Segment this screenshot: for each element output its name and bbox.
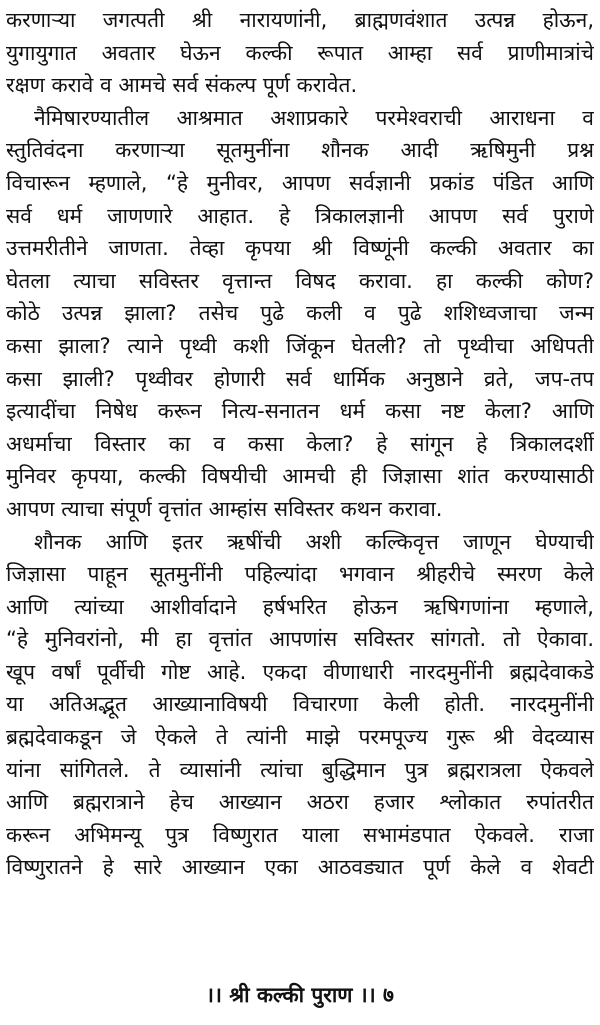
text-line: कसा झाला? त्याने पृथ्वी कशी जिंकून घेतली? तो पृथ्वीचा अधिपती xyxy=(6,333,594,358)
page-footer: ।। श्री कल्की पुराण ।। ७ xyxy=(206,983,394,1007)
text-line: घेतला त्याचा सविस्तर वृत्तान्त विषद करावा. हा कल्की कोण? xyxy=(6,268,594,293)
text-line: कसा झाली? पृथ्वीवर होणारी सर्व धार्मिक अनुष्ठाने व्रते, जप-तप xyxy=(6,366,594,391)
text-line: शौनक आणि इतर ऋषींची अशी कल्किवृत्त जाणून घेण्याची xyxy=(34,529,594,554)
text-line: आणि त्यांच्या आशीर्वादाने हर्षभरित होऊन ऋषिगणांना म्हणाले, xyxy=(6,594,594,619)
text-line: ब्रह्मदेवाकडून जे ऐकले ते त्यांनी माझे परमपूज्य गुरू श्री वेदव्यास xyxy=(6,725,594,750)
text-line: “हे मुनिवरांनो, मी हा वृत्तांत आपणांस सविस्तर सांगतो. तो ऐकावा. xyxy=(6,627,594,652)
text-line: यांना सांगितले. ते व्यासांनी त्यांचा बुद्धिमान पुत्र ब्रह्मरात्रला ऐकवले xyxy=(6,757,594,782)
text-line: मुनिवर कृपया, कल्की विषयीची आमची ही जिज्ञासा शांत करण्यासाठी xyxy=(6,464,594,489)
book-page xyxy=(6,4,594,1021)
text-line: अधर्माचा विस्तार का व कसा केला? हे सांगून हे त्रिकालदर्शी xyxy=(6,431,594,456)
text-line: करणाऱ्या जगत्पती श्री नारायणांनी, ब्राह्मणवंशात उत्पन्न होऊन, xyxy=(6,8,594,32)
text-line: विष्णुरातने हे सारे आख्यान एका आठवड्यात पूर्ण केले व शेवटी xyxy=(6,855,594,880)
text-line: स्तुतिवंदना करणाऱ्या सूतमुनींना शौनक आदी ऋषिमुनी प्रश्न xyxy=(6,138,594,163)
text-line: आपण त्याचा संपूर्ण वृत्तांत आम्हांस सविस्तर कथन करावा. xyxy=(6,496,443,521)
text-line: खूप वर्षां पूर्वीची गोष्ट आहे. एकदा वीणाधारी नारदमुनींनी ब्रह्मदेवाकडे xyxy=(6,659,594,684)
text-line: नैमिषारण्यातील आश्रमात अशाप्रकारे परमेश्वराची आराधना व xyxy=(34,105,594,130)
text-line: युगायुगात अवतार घेऊन कल्की रूपात आम्हा सर्व प्राणीमात्रांचे xyxy=(6,40,594,65)
text-line: रक्षण करावे व आमचे सर्व संकल्प पूर्ण करावेत. xyxy=(6,73,358,98)
body-text xyxy=(6,4,594,884)
text-line: उत्तमरीतीने जाणता. तेव्हा कृपया श्री विष्णूंनी कल्की अवतार का xyxy=(6,236,594,261)
text-line: या अतिअद्भूत आख्यानाविषयी विचारणा केली होती. नारदमुनींनी xyxy=(6,692,594,717)
text-line: आणि ब्रह्मरात्राने हेच आख्यान अठरा हजार श्लोकात रुपांतरीत xyxy=(6,790,594,815)
text-line: कोठे उत्पन्न झाला? तसेच पुढे कली व पुढे शशिध्वजाचा जन्म xyxy=(6,301,594,326)
text-line: विचारून म्हणाले, “हे मुनीवर, आपण सर्वज्ञानी प्रकांड पंडित आणि xyxy=(6,170,594,195)
text-line: सर्व धर्म जाणणारे आहात. हे त्रिकालज्ञानी आपण सर्व पुराणे xyxy=(6,203,594,228)
text-line: इत्यादींचा निषेध करून नित्य-सनातन धर्म कसा नष्ट केला? आणि xyxy=(6,399,594,424)
text-line: जिज्ञासा पाहून सूतमुनींनी पहिल्यांदा भगवान श्रीहरीचे स्मरण केले xyxy=(6,562,594,587)
text-line: करून अभिमन्यू पुत्र विष्णुरात याला सभामंडपात ऐकवले. राजा xyxy=(6,822,594,847)
